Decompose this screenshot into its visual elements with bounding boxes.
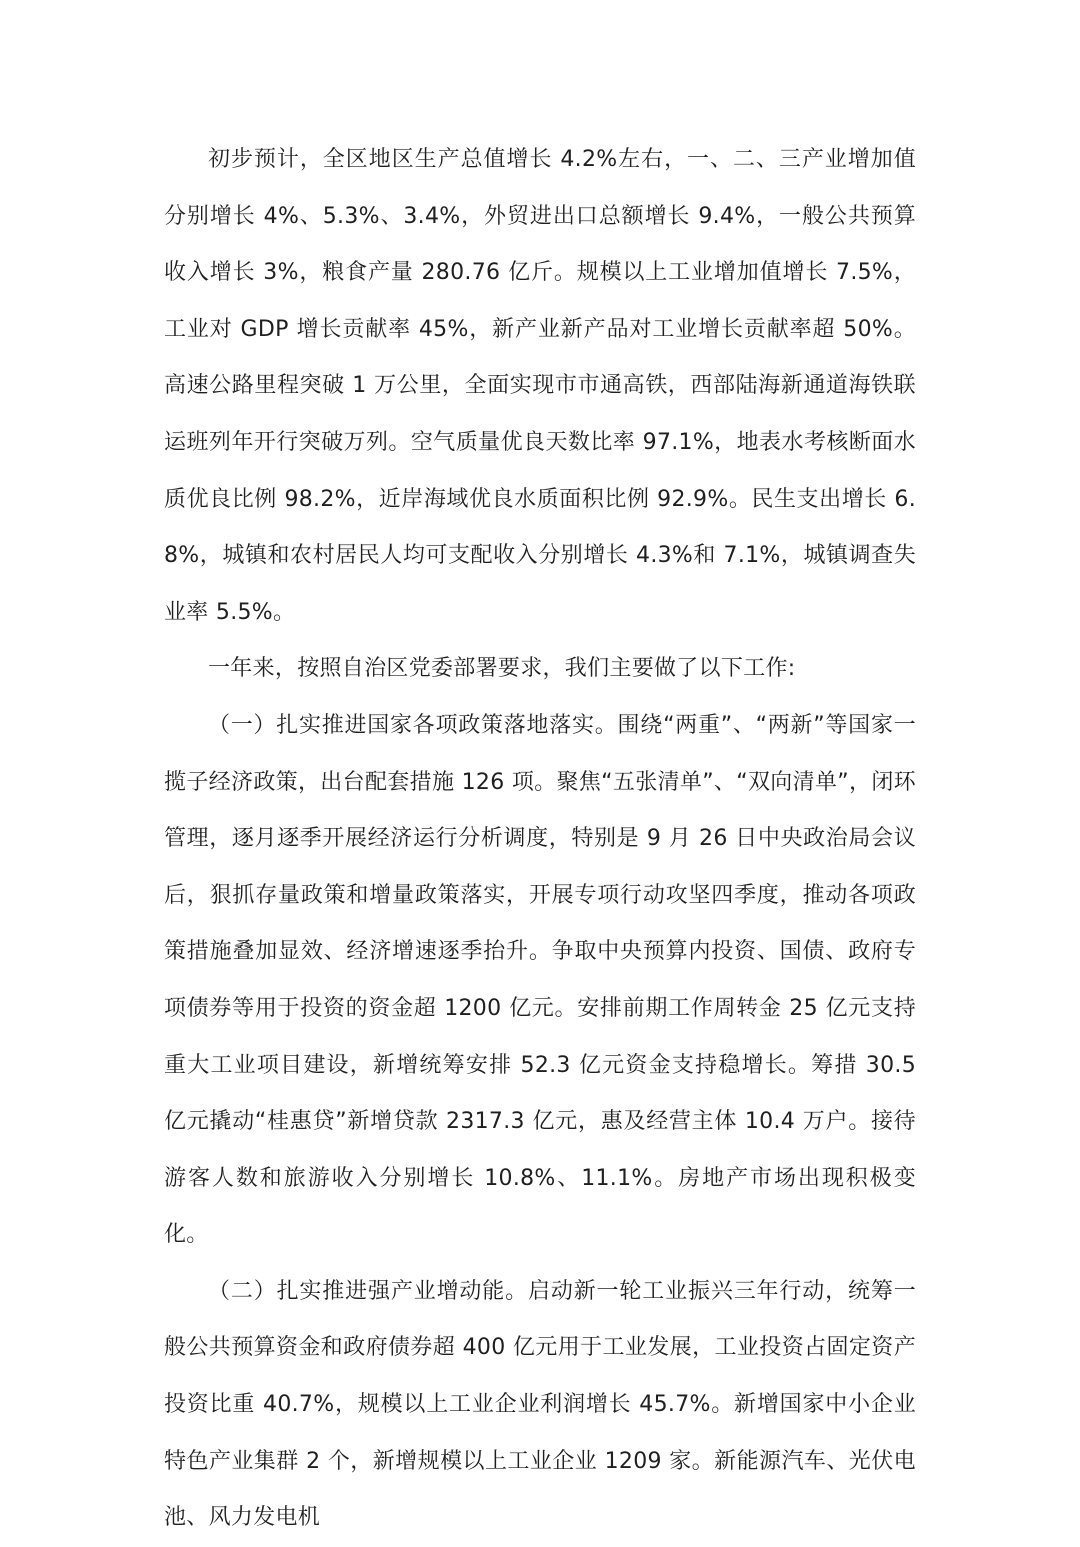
paragraph-economic-summary: 初步预计，全区地区生产总值增长 4.2%左右，一、二、三产业增加值分别增长 4%、5.3%、3.4%，外贸进出口总额增长 9.4%，一般公共预算收入增长 3%，粮食产量 280.76 亿斤。规模以上工业增加值增长 7.5%，工业对 GDP 增长贡献率 45%，新产业新产品对工业增长贡献率超 50%。高速公路里程突破 1 万公里，全面实现市市通高铁，西部陆海新通道海铁联运班列年开行突破万列。空气质量优良天数比率 97.1%，地表水考核断面水质优良比例 98.2%，近岸海域优良水质面积比例 92.9%。民生支出增长 6.8%，城镇和农村居民人均可支配收入分别增长 4.3%和 7.1%，城镇调查失业率 5.5%。 <box>164 147 916 625</box>
paragraph-industry-momentum: （二）扎实推进强产业增动能。启动新一轮工业振兴三年行动，统筹一般公共预算资金和政府债券超 400 亿元用于工业发展，工业投资占固定资产投资比重 40.7%，规模以上工业企业利润增长 45.7%。新增国家中小企业特色产业集群 2 个，新增规模以上工业企业 1209 家。新能源汽车、光伏电池、风力发电机 <box>164 1278 916 1531</box>
paragraph-policy-implementation: （一）扎实推进国家各项政策落地落实。围绕“两重”、“两新”等国家一揽子经济政策，出台配套措施 126 项。聚焦“五张清单”、“双向清单”，闭环管理，逐月逐季开展经济运行分析调度，特别是 9 月 26 日中央政治局会议后，狠抓存量政策和增量政策落实，开展专项行动攻坚四季度，推动各项政策措施叠加显效、经济增速逐季抬升。争取中央预算内投资、国债、政府专项债券等用于投资的资金超 1200 亿元。安排前期工作周转金 25 亿元支持重大工业项目建设，新增统筹安排 52.3 亿元资金支持稳增长。筹措 30.5 亿元撬动“桂惠贷”新增贷款 2317.3 亿元，惠及经营主体 10.4 万户。接待游客人数和旅游收入分别增长 10.8%、11.1%。房地产市场出现积极变化。 <box>164 712 916 1248</box>
document-body <box>164 132 916 1547</box>
paragraph-work-intro: 一年来，按照自治区党委部署要求，我们主要做了以下工作: <box>208 656 796 682</box>
